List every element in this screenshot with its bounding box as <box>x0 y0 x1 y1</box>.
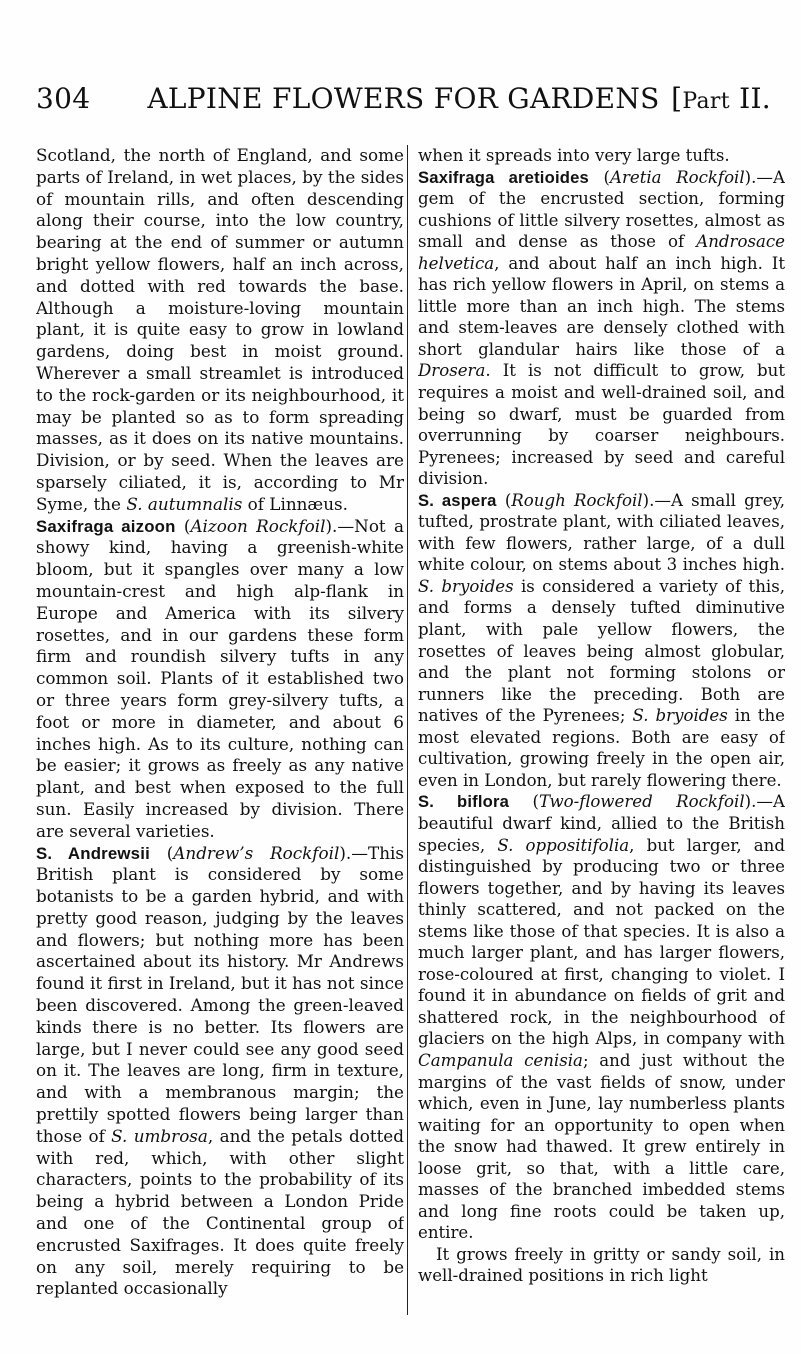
text-run: ( <box>149 842 174 863</box>
text-run: is considered a variety of this, and forms a densely tufted diminutive plant, with pale yellow flowers, the rosettes of leaves being almost globular, and the plant not forming stolons or runners like the preceding. Both are natives of the Pyrenees; <box>418 576 785 726</box>
paragraph <box>418 791 785 1243</box>
italic-run: Drosera <box>418 361 486 381</box>
text-run: , but larger, and distinguished by producing two or three flowers together, and by having its leaves thinly scattered, and not packed on the stems like those of that species. It is also a much larger plant, and has larger flowers, rose-coloured at first, changing to violet. I found it in abundance on fields of grit and shattered rock, in the neighbourhood of glaciers on the high Alps, in company with <box>418 835 785 1049</box>
part-label <box>671 82 771 115</box>
page-number: 304 <box>36 82 91 115</box>
text-run: ).—This British plant is considered by some botanists to be a garden hybrid, and with pretty good reason, judging by the leaves and flowers; but nothing more has been ascertained about its history. Mr Andrews found it first in Ireland, but it has not since been discovered. Among the green-leaved kinds there is no better. Its flowers are large, but I never could see any good seed on it. The leaves are long, firm in texture, and with a membranous margin; the prettily spotted flowers being larger than those of <box>36 842 404 1146</box>
text-run: of Linnæus. <box>242 493 348 514</box>
species-heading: Saxifraga aretioides <box>418 167 589 187</box>
italic-run: Androsace helvetica <box>418 232 785 273</box>
paragraph <box>36 516 404 843</box>
text-run: ; and just without the margins of the vast fields of snow, under which, even in June, lay numberless plants waiting for an opportunity to open when the snow had thawed. It grew entirely in loose grit, so that, with a little care, masses of the branched imbedded stems and long fine roots could be taken up, entire. <box>418 1050 785 1243</box>
text-run: , and the petals dotted with red, which, with other slight characters, points to the probability of its being a hybrid between a London Pride and one of the Continental group of encrusted Saxifrages. It does quite freely on any soil, merely requiring to be replanted occasionally <box>36 1125 404 1299</box>
italic-run: S. umbrosa <box>111 1125 208 1146</box>
part-word: Part <box>682 89 730 114</box>
species-heading: S. biflora <box>418 792 510 812</box>
text-run: , and about half an inch high. It has rich yellow flowers in April, on stems a little more than an inch high. The stems and stem-leaves are densely clothed with short glandular hairs like those of a <box>418 253 785 359</box>
part-bracket: [ <box>671 82 683 115</box>
italic-run: Aretia Rockfoil <box>609 167 745 187</box>
species-heading: Saxifraga aizoon <box>36 516 176 536</box>
italic-run: S. autumnalis <box>126 493 243 514</box>
text-run: ( <box>509 792 539 812</box>
species-heading: S. aspera <box>418 490 497 510</box>
left-column <box>36 145 404 1305</box>
text-run: when it spreads into very large tufts. <box>418 146 730 165</box>
paragraph <box>418 145 785 167</box>
text-run: ).—A gem of the encrusted section, forming cushions of little silvery rosettes, almost as small and dense as those of <box>418 167 785 252</box>
italic-run: Rough Rockfoil <box>511 490 643 510</box>
paragraph <box>36 843 404 1301</box>
text-run: . It is not difficult to grow, but requires a moist and well-drained soil, and being so dwarf, must be guarded from overrunning by coarser neighbours. Pyrenees; increased by seed and careful division. <box>418 361 785 489</box>
running-title: ALPINE FLOWERS FOR GARDENS <box>147 82 660 115</box>
text-run: ).—A small grey, tufted, prostrate plant, with ciliated leaves, with few flowers, rather large, of a dull white colour, on stems about 3 inches high. <box>418 490 785 575</box>
italic-run: Andrew’s Rockfoil <box>173 842 340 863</box>
running-header <box>36 82 771 122</box>
text-run: It grows freely in gritty or sandy soil, in well-drained positions in rich light <box>418 1244 785 1286</box>
italic-run: S. oppositifolia <box>497 835 630 855</box>
text-run: Scotland, the north of England, and some parts of Ireland, in wet places, by the sides of mountain rills, and often descending along their course, into the low country, bearing at the end of summer or autumn bright yellow flowers, half an inch across, and dotted with red towards the base. Although a moisture-loving mountain plant, it is quite easy to grow in lowland gardens, doing best in moist ground. Wherever a small streamlet is introduced to the rock-garden or its neighbourhood, it may be planted so as to form spreading masses, as it does on its native mountains. Division, or by seed. When the leaves are sparsely ciliated, it is, according to Mr Syme, the <box>36 145 404 514</box>
text-run: in the most elevated regions. Both are easy of cultivation, growing freely in the open air, even in London, but rarely flowering there. <box>418 706 785 790</box>
species-heading: S. Andrewsii <box>36 843 150 863</box>
paragraph <box>36 145 404 516</box>
text-run: ( <box>588 167 610 187</box>
italic-run: Aizoon Rockfoil <box>190 515 326 536</box>
part-numeral: II. <box>739 82 771 115</box>
italic-run: Campanula cenisia <box>418 1050 583 1070</box>
paragraph <box>418 1244 785 1287</box>
italic-run: S. bryoides <box>418 576 514 596</box>
text-run: ).—A beautiful dwarf kind, allied to the British species, <box>418 792 785 855</box>
column-divider <box>407 145 408 1315</box>
paragraph <box>418 167 785 490</box>
text-run: ( <box>496 490 512 510</box>
italic-run: S. bryoides <box>632 706 728 726</box>
text-run: ).—Not a showy kind, having a greenish-white bloom, but it spangles over many a low mountain-crest and high alp-flank in Europe and America with its silvery rosettes, and in our gardens these form firm and roundish silvery tufts in any common soil. Plants of it established two or three years form grey-silvery tufts, a foot or more in diameter, and about 6 inches high. As to its culture, nothing can be easier; it grows as freely as any native plant, and best when exposed to the full sun. Easily increased by division. There are several varieties. <box>36 515 404 841</box>
text-run: ( <box>175 515 191 536</box>
paragraph <box>418 490 785 792</box>
italic-run: Two-flowered Rockfoil <box>538 792 745 812</box>
right-column <box>418 145 785 1305</box>
